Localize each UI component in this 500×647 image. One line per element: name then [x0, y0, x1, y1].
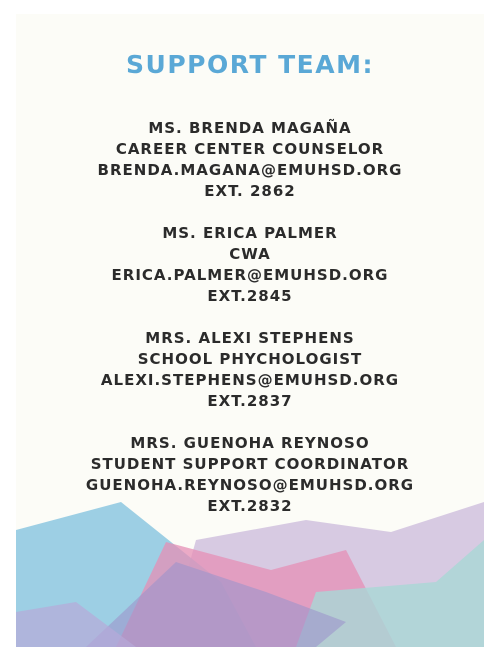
member-role: CAREER CENTER COUNSELOR: [115, 140, 385, 158]
member-extension: EXT.2837: [207, 392, 293, 410]
poster-title: SUPPORT TEAM:: [126, 50, 374, 79]
member-role: STUDENT SUPPORT COORDINATOR: [90, 455, 410, 473]
team-member-list: [16, 118, 484, 538]
member-email: ALEXI.STEPHENS@EMUHSD.ORG: [100, 371, 400, 389]
member-email: ERICA.PALMER@EMUHSD.ORG: [111, 266, 389, 284]
member-name: MS. BRENDA MAGAÑA: [148, 119, 352, 137]
member-email: GUENOHA.REYNOSO@EMUHSD.ORG: [85, 476, 415, 494]
member-name: MS. ERICA PALMER: [162, 224, 338, 242]
team-member-card: [16, 328, 484, 412]
member-extension: EXT. 2862: [204, 182, 296, 200]
team-member-card: [16, 223, 484, 307]
member-name: MRS. ALEXI STEPHENS: [145, 329, 355, 347]
member-extension: EXT.2832: [207, 497, 293, 515]
team-member-card: [16, 118, 484, 202]
member-role: SCHOOL PHYCHOLOGIST: [137, 350, 363, 368]
member-email: BRENDA.MAGANA@EMUHSD.ORG: [97, 161, 403, 179]
member-extension: EXT.2845: [207, 287, 293, 305]
member-name: MRS. GUENOHA REYNOSO: [130, 434, 370, 452]
member-role: CWA: [229, 245, 271, 263]
support-team-poster: [16, 14, 484, 647]
decorative-mountains: [16, 502, 484, 647]
